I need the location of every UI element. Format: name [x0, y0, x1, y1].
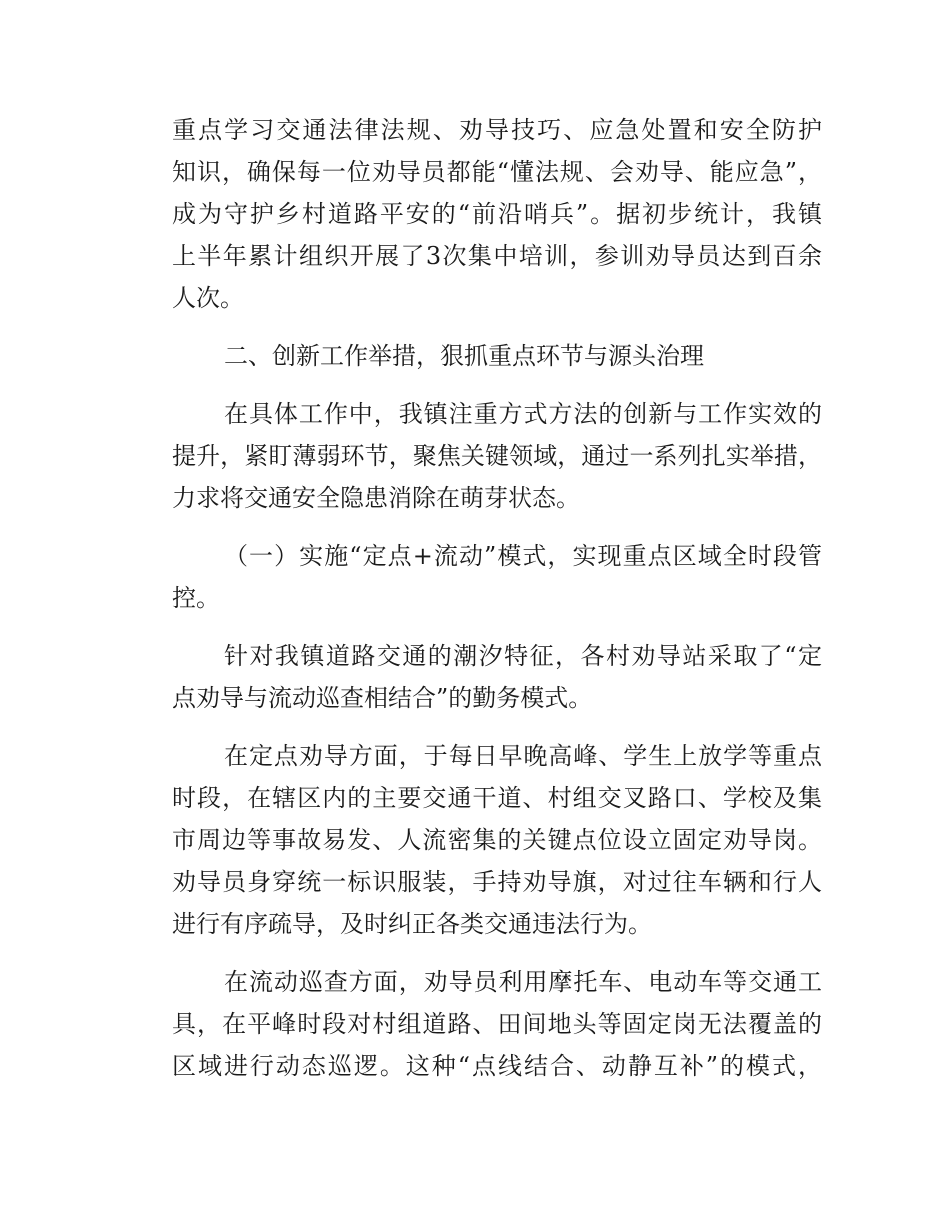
text-line: 针对我镇道路交通的潮汐特征，各村劝导站采取了“定	[224, 642, 822, 670]
text-line: 控。	[172, 584, 220, 612]
paragraph	[172, 109, 822, 319]
document-page	[172, 109, 822, 1103]
text-line: 区域进行动态巡逻。这种“点线结合、动静互补”的模式，	[172, 1052, 822, 1080]
paragraph	[172, 635, 822, 719]
text-line: 在具体工作中，我镇注重方式方法的创新与工作实效的	[224, 400, 822, 428]
text-line: 成为守护乡村道路平安的“前沿哨兵”。据初步统计，我镇	[172, 200, 822, 228]
text-line: 劝导员身穿统一标识服装，手持劝导旗，对过往车辆和行人	[172, 868, 822, 896]
text-line: 提升，紧盯薄弱环节，聚焦关键领域，通过一系列扎实举措，	[172, 442, 822, 470]
text-line: 在流动巡查方面，劝导员利用摩托车、电动车等交通工	[224, 968, 822, 996]
text-line: 二、创新工作举措，狠抓重点环节与源头治理	[224, 342, 704, 370]
text-line: 进行有序疏导，及时纠正各类交通违法行为。	[172, 910, 652, 938]
text-line: 重点学习交通法律法规、劝导技巧、应急处置和安全防护	[172, 116, 822, 144]
paragraph	[172, 535, 822, 619]
text-line: 具，在平峰时段对村组道路、田间地头等固定岗无法覆盖的	[172, 1010, 822, 1038]
paragraph	[172, 735, 822, 945]
text-line: 市周边等事故易发、人流密集的关键点位设立固定劝导岗。	[172, 826, 822, 854]
paragraph	[172, 961, 822, 1087]
text-line: 在定点劝导方面，于每日早晚高峰、学生上放学等重点	[224, 742, 822, 770]
text-line: 点劝导与流动巡查相结合”的勤务模式。	[172, 684, 593, 712]
paragraph	[172, 393, 822, 519]
text-line: （一）实施“定点+流动”模式，实现重点区域全时段管	[224, 542, 822, 570]
paragraph	[172, 335, 822, 377]
text-line: 知识，确保每一位劝导员都能“懂法规、会劝导、能应急”，	[172, 158, 822, 186]
text-line: 上半年累计组织开展了3次集中培训，参训劝导员达到百余	[172, 242, 822, 270]
text-line: 时段，在辖区内的主要交通干道、村组交叉路口、学校及集	[172, 784, 822, 812]
text-line: 力求将交通安全隐患消除在萌芽状态。	[172, 484, 580, 512]
text-line: 人次。	[172, 284, 244, 312]
